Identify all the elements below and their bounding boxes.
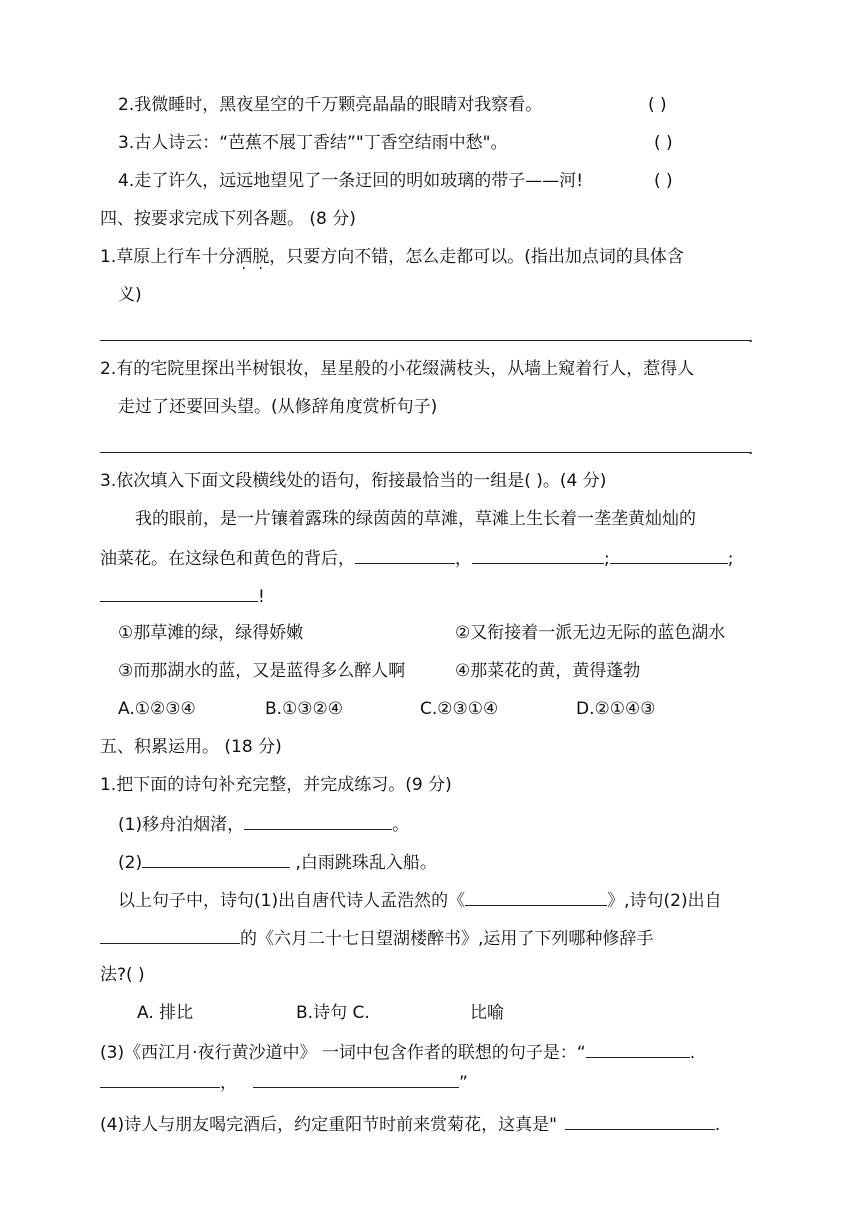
q3-3-text: 3.古人诗云：“芭蕉不展丁香结”"丁香空结雨中愁"。 [118, 133, 508, 153]
blank-author[interactable] [100, 925, 240, 944]
q5-1-1-text: (1)移舟泊烟渚， [118, 815, 245, 835]
dotted-char-2: 脱 [252, 247, 270, 267]
q5-1-author-line [100, 925, 653, 951]
q4-3-line1: 3.依次填入下面文段横线处的语句，衔接最恰当的一组是( )。(4 分) [100, 471, 607, 491]
q4-2-line1: 2.有的宅院里探出半树银妆，星星般的小花缀满枝头，从墙上窥着行人，惹得人 [100, 359, 695, 379]
q5-3-text: (3)《西江月·夜行黄沙道中》 一词中包含作者的联想的句子是：“ [100, 1043, 586, 1063]
q4-3-passage-text: 油菜花。在这绿色和黄色的背后， [100, 549, 355, 569]
q4-3-passage-line2: 油菜花。在这绿色和黄色的背后， ， ; ; [100, 545, 733, 571]
q4-2-answer-line[interactable] [100, 452, 750, 453]
option-b[interactable]: B.①③②④ [265, 699, 344, 719]
q5-4-text: (4)诗人与朋友喝完酒后，约定重阳节时前来赏菊花，这真是" [100, 1115, 557, 1135]
blank-q3-2[interactable] [100, 1069, 220, 1088]
rhetoric-option-c[interactable]: 比喻 [470, 1003, 504, 1023]
q5-1-1-line: (1)移舟泊烟渚， 。 [118, 811, 409, 837]
section-4-title: 四、按要求完成下列各题。 (8 分) [100, 209, 356, 229]
blank-2[interactable] [472, 545, 604, 564]
q5-1-author-text: 的《六月二十七日望湖楼醉书》,运用了下列哪种修辞手 [240, 929, 654, 949]
option-d[interactable]: D.②①④③ [576, 699, 656, 719]
q4-1-line2: 义) [118, 285, 142, 305]
q5-1-source-a: 以上句子中，诗句(1)出自唐代诗人孟浩然的《 [118, 891, 466, 911]
q4-3-passage-line1: 我的眼前，是一片镶着露珠的绿茵茵的草滩，草滩上生长着一垄垄黄灿灿的 [135, 509, 696, 529]
q3-2-line [118, 93, 542, 117]
q5-1-2-text: ,白雨跳珠乱入船。 [290, 853, 437, 873]
q4-3-passage-line3: ! [100, 583, 265, 609]
section-5-title: 五、积累运用。 (18 分) [100, 737, 282, 757]
blank-3[interactable] [610, 545, 728, 564]
q3-3-answer-paren[interactable]: ( ) [654, 133, 673, 153]
blank-1[interactable] [355, 545, 455, 564]
choice-4: ④那菜花的黄，黄得蓬勃 [455, 661, 641, 681]
q4-1-line1 [100, 245, 684, 269]
q5-1-source-line [118, 887, 722, 913]
blank-q4[interactable] [565, 1111, 715, 1130]
blank-q3-3[interactable] [253, 1069, 459, 1088]
q5-4-line: (4)诗人与朋友喝完酒后，约定重阳节时前来赏菊花，这真是" . [100, 1111, 720, 1137]
choice-2: ②又衔接着一派无边无际的蓝色湖水 [455, 623, 726, 643]
blank-4[interactable] [100, 583, 258, 602]
blank-poem-title[interactable] [465, 887, 607, 906]
q3-2-text: 2.我微睡时，黑夜星空的千万颗亮晶晶的眼睛对我察看。 [118, 95, 543, 115]
period-mark: . [748, 439, 754, 459]
rhetoric-option-a[interactable]: A. 排比 [137, 1003, 194, 1023]
q5-1-2-line [118, 849, 437, 875]
q3-2-answer-paren[interactable]: ( ) [648, 95, 667, 115]
blank-poem-1[interactable] [244, 811, 392, 830]
choice-1: ①那草滩的绿，绿得娇嫩 [118, 623, 304, 643]
option-c[interactable]: C.②③①④ [420, 699, 499, 719]
q5-3-line: (3)《西江月·夜行黄沙道中》 一词中包含作者的联想的句子是：“ . [100, 1039, 695, 1065]
period-mark: . [748, 327, 754, 347]
q3-4-answer-paren[interactable]: ( ) [654, 171, 673, 191]
q5-1-line: 1.把下面的诗句补充完整，并完成练习。(9 分) [100, 775, 452, 795]
option-a[interactable]: A.①②③④ [118, 699, 196, 719]
choice-3: ③而那湖水的蓝，又是蓝得多么醉人啊 [118, 661, 406, 681]
q4-1-answer-line[interactable] [100, 340, 750, 341]
q5-1-method-line: 法?( ) [100, 965, 145, 985]
q4-2-line2: 走过了还要回头望。(从修辞角度赏析句子) [118, 397, 438, 417]
q5-1-2-prefix: (2) [118, 853, 143, 873]
q3-4-text: 4.走了许久，远远地望见了一条迂回的明如玻璃的带子——河! [118, 171, 584, 191]
blank-poem-2[interactable] [142, 849, 290, 868]
blank-q3-1[interactable] [586, 1039, 690, 1058]
q4-1-text-a: 1.草原上行车十分 [100, 247, 236, 267]
dotted-char-1: 洒 [235, 247, 253, 267]
q4-1-text-b: ，只要方向不错，怎么走都可以。(指出加点词的具体含 [269, 247, 684, 267]
rhetoric-option-b[interactable]: B.诗句 C. [296, 1003, 370, 1023]
q5-3-line2: ， ” [100, 1069, 468, 1095]
q5-1-source-b: 》,诗句(2)出自 [607, 891, 722, 911]
